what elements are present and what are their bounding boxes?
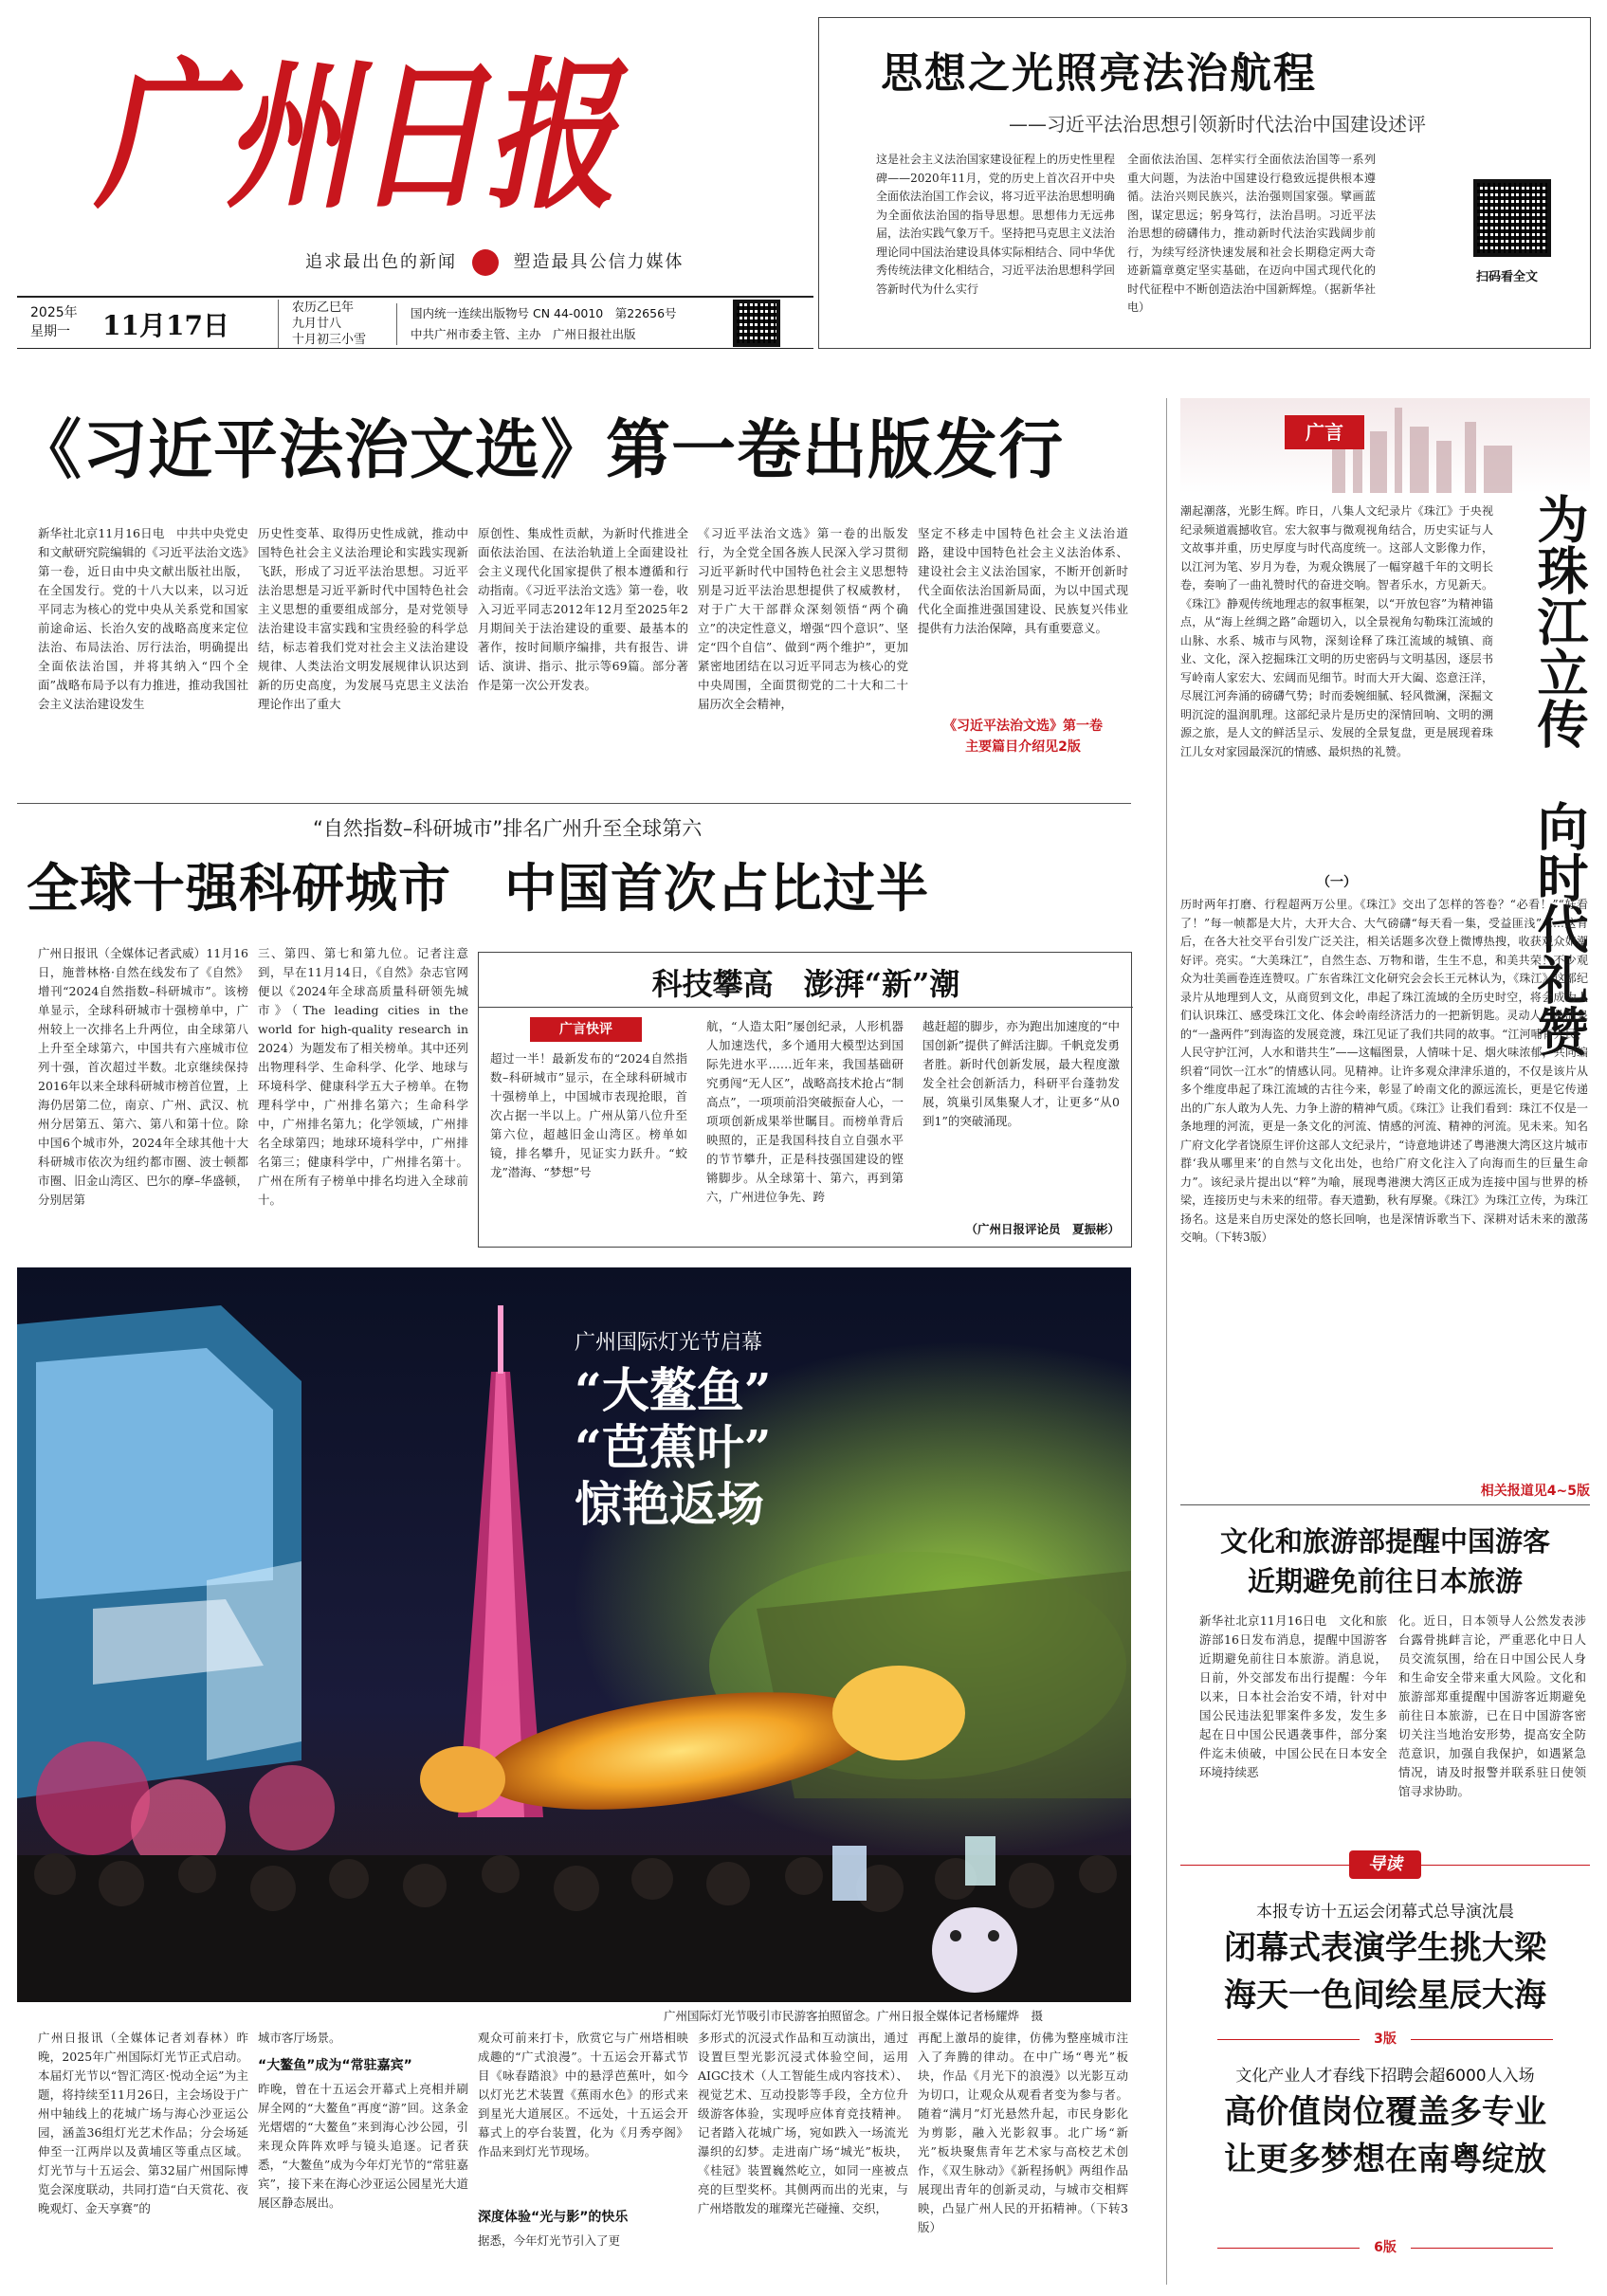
lead-col2: 历史性变革、取得历史性成就，推动中国特色社会主义法治理论和实践实现新飞跃，形成了习近平法治思想。习近平法治思想是习近平新时代中国特色社会主义思想的重要组成部分，是对党领导法治建设丰富实践和宝贵经验的科学总结，标志着我们党对社会主义法治建设规律、人类法治文明发展规律认识达到新的历史高度，为发展马克思主义法治理论作出了重大 [258, 526, 468, 711]
photo-headline-line2: “芭蕉叶” [575, 1419, 772, 1475]
travel-col2: 化。近日，日本领导人公然发表涉台露骨挑衅言论，严重恶化中日人员交流氛围，给在日中国公民人身和生命安全带来重大风险。文化和旅游部郑重提醒中国游客近期避免前往日本旅游，已在日中国游客密切关注当地治安形势，提高安全防范意识，加强自我保护，如遇紧急情况，请及时报警并联系驻日使领馆寻求协助。 [1398, 1613, 1586, 1798]
lights-col3b: 据悉，今年灯光节引入了更 [478, 2233, 621, 2248]
science-col2: 三、第四、第七和第九位。记者注意到，早在11月14日，《自然》杂志官网便以《2024年全球高质量科研领先城市》（The leading cities in the world for high-quality research in 2024）为题发布了相关榜单。其中还列出物理科学、生命科学、化学、地球与环境科学、健康科学五大子榜单。在物理科学中，广州排名第六；生命科学中，广州排名第九；化学领域，广州排名全球第四；地球环境科学中，广州排名第三；健康科学中，广州排名第十。广州在所有子榜单中排名均进入全球前十。 [258, 946, 468, 1207]
lunar-year: 农历乙巳年 [292, 301, 355, 315]
lead-col1: 新华社北京11月16日电 中共中央党史和文献研究院编辑的《习近平法治文选》第一卷，近日由中央文献出版社出版，在全国发行。党的十八大以来，以习近平同志为核心的党中央从关系党和国家前途命运、长治久安的战略高度来定位法治、布局法治、厉行法治，明确提出全面依法治国，并将其纳入“四个全面”战略布局予以有力推进，推动我国社会主义法治建设发生 [38, 526, 248, 711]
masthead-qr-code[interactable] [733, 300, 780, 347]
top-feature-qr-code[interactable] [1473, 179, 1551, 257]
daodu-item2-line1: 高价值岗位覆盖多专业 [1224, 2093, 1546, 2131]
photo-caption: 广州国际灯光节吸引市民游客拍照留念。广州日报全媒体记者杨耀烨 摄 [664, 2009, 1044, 2023]
guangyan-banner [1180, 398, 1590, 493]
commentary-title-bar [479, 953, 1133, 1008]
guangyan-para1: 潮起潮落，光影生辉。昨日，八集人文纪录片《珠江》于央视纪录频道震撼收官。宏大叙事与微观视角结合，历史实证与人文故事并重，历史厚度与时代高度统一。这部人文影像力作，以江河为笔、岁月为卷，为观众镌展了一幅穿越千年的文明长卷，奏响了一曲礼赞时代的奋进交响。智者乐水，方见新天。《珠江》静观传统地理志的叙事框架，以“开放包容”为精神锚点，从“海上丝绸之路”命题切入，以全景视角勾勒珠江流域的山脉、水系、城市与风物，深刻诠释了珠江流域的城镇、商业、文化，深入挖掘珠江文明的历史密码与文明基因，逐层书写岭南人家宏大、宏阔而见细节。时而大开大阖、恣意汪洋，尽展江河奔涌的磅礴气势；时而委婉细腻、轻风微澜，深掘文明沉淀的温润肌理。这部纪录片是历史的深情回响、文明的溯源之旅，是人文的鲜活呈示、发展的全景复盘，更是展现着珠江儿女对家园最深沉的情感、最炽热的礼赞。 [1180, 504, 1493, 758]
lead-col4: 《习近平法治文选》第一卷的出版发行，为全党全国各族人民深入学习贯彻习近平新时代中国特色社会主义思想特别是习近平法治思想提供了权威教材，对于广大干部群众深刻领悟“两个确立”的决定性意义，增强“四个意识”、坚定“四个自信”、做到“两个维护”，更加紧密地团结在以习近平同志为核心的党中央周围，全面贯彻党的二十大和二十届历次全会精神， [698, 526, 908, 711]
commentary-title[interactable]: 科技攀高 澎湃“新”潮 [651, 966, 960, 1002]
daodu-item2-page-wrap [1180, 2237, 1590, 2256]
daodu-item1-rule-left [1217, 2039, 1360, 2040]
masthead-logo [90, 17, 629, 235]
publication-cn-number: 国内统一连续出版物号 CN 44-0010 第22656号 [411, 306, 677, 320]
daodu-item1-page-wrap [1180, 2029, 1590, 2048]
lights-col1: 广州日报讯（全媒体记者刘春林）昨晚，2025年广州国际灯光节正式启动。本届灯光节以“智汇湾区·悦动全运”为主题，将持续至11月26日，主会场设于广州中轴线上的花城广场与海心沙亚运公园，涵盖36组灯光艺术作品；分会场延伸至一江两岸以及黄埔区等重点区域。灯光节与十五运会、第32届广州国际博览会深度联动，共同打造“白天赏花、夜晚观灯、金天享赛”的 [38, 2031, 248, 2215]
daodu-item1-line2: 海天一色间绘星辰大海 [1224, 1977, 1546, 2014]
top-feature-title[interactable]: 思想之光照亮法治航程 [881, 49, 1317, 98]
photo-headline[interactable] [575, 1362, 772, 1533]
top-feature-subtitle: ——习近平法治思想引领新时代法治中国建设述评 [1009, 113, 1426, 136]
daodu-item2-rule-right [1411, 2248, 1553, 2249]
slogan-emblem-icon [472, 249, 499, 276]
right-column-divider [1166, 398, 1167, 2285]
guangyan-cross-reference[interactable]: 相关报道见4~5版 [1480, 1484, 1590, 1499]
photo-headline-line3: 惊艳返场 [575, 1476, 764, 1532]
lights-col2-intro: 城市客厅场景。 [258, 2031, 341, 2045]
daodu-item2-line2: 让更多梦想在南粤绽放 [1224, 2141, 1546, 2178]
photo-kicker: 广州国际灯光节启幕 [575, 1331, 763, 1355]
lights-col4: 多形式的沉浸式作品和互动演出，通过设置巨型光影沉浸式体验空间，运用AIGC技术（人工智能生成内容技术）、视觉艺术、互动投影等手段，全方位升级游客体验，实现呼应体育竞技精神。记者踏入花城广场，宛如跌入一场流光瀑织的幻梦。走进南广场“城光”板块，《桂冠》装置巍然屹立，如同一座被点亮的巨型奖杯。其侧两而出的光束，与广州塔散发的璀璨光芒碰撞、交织， [698, 2031, 908, 2215]
feature-photo[interactable] [17, 1267, 1131, 2002]
science-commentary-box [478, 952, 1132, 1248]
guangyan-headline[interactable]: 为珠江立传 向时代礼赞 [1529, 493, 1590, 1056]
daodu-badge-wrap [1349, 1850, 1421, 1879]
date-bar [17, 296, 813, 349]
publication-publisher: 中共广州市委主管、主办 广州日报社出版 [411, 327, 636, 341]
masthead-logo-text: 广州日报 [93, 42, 629, 231]
lights-col3-wrap [478, 2029, 688, 2283]
date-year-block [30, 303, 78, 341]
photo-headline-line1: “大鳌鱼” [575, 1362, 772, 1418]
guangyan-para2: 历时两年打磨、行程超两万公里。《珠江》交出了怎样的答卷？“必看！”“好看了！”每一帧都是大片，大开大合、大气磅礴“每天看一集，受益匪浅”……这背后，在各大社交平台引发广泛关注，相关话题多次登上微博热搜，收获观众如潮好评。亮实。“大美珠江”，自然生态、万物和谐，生生不息，和美共荣！不少观众为壮美画卷连连赞叹。广东省珠江文化研究会会长王元林认为，《珠江》这部纪录片从地理到人文，从商贸到文化，串起了珠江流域的全历史时空，将会成为人们认识珠江、感受珠江文化、体会岭南经济活力的一把新钥匙。灵动人，从活泉的“一盏两件”到海盗的发展竞渡，珠江见证了我们共同的故事。“江河哺育人民，人民守护江河，人水和谐共生”——这幅图景，人情味十足、烟火味浓郁，共同编织着“同饮一江水”的情感认同。见精神。让许多观众津津乐道的，不仅是该片从多个维度串起了珠江流域的古往今来，彰显了岭南文化的源远流长，更是它传递出的广东人敢为人先、力争上游的精神气质。《珠江》让我们看到：珠江不仅是一条地理的河流，更是一条文化的河流、情感的河流、精神的河流。见未来。知名广府文化学者饶原生评价这部人文纪录片，“诗意地讲述了粤港澳大湾区这片城市群‘我从哪里来’的自然与文化出处，也给广府文化注入了向海而生的巨量生命力”。该纪录片提出以“粹”为喻，展现粤港澳大湾区正成为连接中国与世界的桥梁，连接历史与未来的纽带。春天遗勤，秋有厚聚。《珠江》为珠江立传，为珠江扬名。这是来自历史深处的悠长回响，也是深情诉歌当下、深耕对话未来的激荡交响。（下转3版） [1180, 898, 1588, 1244]
daodu-item1-kicker: 本报专访十五运会闭幕式总导演沈晨 [1256, 1903, 1514, 1922]
daodu-item1-page[interactable]: 3版 [1374, 2032, 1397, 2047]
daodu-item1-rule-right [1411, 2039, 1553, 2040]
skyline-art [1180, 398, 1590, 493]
date-weekday: 星期一 [30, 324, 70, 339]
lights-col3-subhead: 深度体验“光与影”的快乐 [478, 2210, 629, 2225]
daodu-item2-rule-left [1217, 2248, 1360, 2249]
lead-headline[interactable]: 《习近平法治文选》第一卷出版发行 [17, 412, 1065, 488]
commentary-col3: 越赶超的脚步，亦为跑出加速度的“中国创新”提供了鲜活注脚。千帆竞发勇者胜。新时代创新发展，最大程度激发全社会创新活力，科研平台蓬勃发展，筑巢引凤集聚人才，让更多“从0到1”的突破涌现。 [922, 1019, 1120, 1128]
date-year: 2025年 [30, 305, 78, 320]
travel-headline-line2: 近期避免前往日本旅游 [1247, 1565, 1523, 1597]
date-main: 11月17日 [102, 310, 229, 341]
publication-info [396, 303, 677, 345]
daodu-item2-page[interactable]: 6版 [1374, 2240, 1397, 2255]
lights-col3: 观众可前来打卡，欣赏它与广州塔相映成趣的“广式浪漫”。十五运会开幕式节目《咏春踏浪》中的悬浮芭蕉叶，如今以灯光艺术装置《蕉雨水色》的形式来到星光大道展区。不远处，十五运会开幕式上的亭台装置，化为《月秀亭阁》作品来到灯光节现场。 [478, 2031, 688, 2159]
commentary-badge: 广言快评 [530, 1017, 642, 1042]
daodu-item1-headline[interactable] [1180, 1924, 1590, 2019]
commentary-col2: 航，“人造太阳”屡创纪录，人形机器人加速迭代，多个通用大模型达到国际先进水平……近年来，我国基础研究勇闯“无人区”，战略高技术抢占“制高点”，一项项前沿突破振奋人心，一项项创新成果举世瞩目。而榜单背后映照的，正是我国科技自立自强水平的节节攀升，正是科技强国建设的铿锵脚步。从全球第十、第六，再到第六，广州进位争先、跨 [706, 1019, 904, 1204]
daodu-badge: 导读 [1349, 1850, 1421, 1879]
top-feature-col2: 全面依法治国、怎样实行全面依法治国等一系列重大问题，为法治中国建设行稳致远提供根本遵循。法治兴则民族兴，法治强则国家强。擘画蓝图，谋定思远；躬身笃行，法治昌明。习近平法治思想的磅礴伟力，推动新时代法治实践阔步前行，为续写经济快速发展和社会长期稳定两大奇迹新篇章奠定坚实基础，在迈向中国式现代化的时代征程中不断创造法治中国新辉煌。（据新华社电） [1127, 153, 1376, 314]
lead-col5: 坚定不移走中国特色社会主义法治道路，建设中国特色社会主义法治体系、建设社会主义法治国家，不断开创新时代全面依法治国新局面，为以中国式现代化全面推进强国建设、民族复兴伟业提供有力法治保障，具有重要意义。 [918, 526, 1128, 635]
slogan-right: 塑造最具公信力媒体 [513, 252, 685, 272]
lead-cross-reference[interactable]: 《习近平法治文选》第一卷 主要篇目介绍见2版 [943, 719, 1103, 755]
top-feature-col1: 这是社会主义法治国家建设征程上的历史性里程碑——2020年11月，党的历史上首次召开中央全面依法治国工作会议，将习近平法治思想明确为全面依法治国的指导思想。思想伟力无远弗届，法治实践气象万千。坚持把马克思主义法治理论同中国法治建设具体实际相结合、同中华优秀传统法律文化相结合，习近平法治思想科学回答新时代为什么实行 [876, 153, 1116, 296]
science-col1: 广州日报讯（全媒体记者武威）11月16日，施普林格·自然在线发布了《自然》增刊“2024自然指数–科研城市”。该榜单显示，全球科研城市十强榜单中，广州较上一次排名上升两位，由全球第八上升至全球第六，中国共有六座城市位列十强，首次超过半数。北京继续保持2016年以来全球科研城市榜首位置，上海仍居第二位，南京、广州、武汉、杭州分居第五、第六、第八和第十位。除中国6个城市外，2024年全球其他十大科研城市依次为纽约都市圈、波士顿都市圈、旧金山湾区、巴尔的摩–华盛顿，分别居第 [38, 946, 248, 1207]
daodu-item2-kicker: 文化产业人才春线下招聘会超6000人入场 [1235, 2067, 1535, 2086]
lead-divider [17, 803, 1131, 804]
daodu-box [1180, 1849, 1590, 2266]
lunar-block [278, 300, 366, 348]
masthead-logo-art [90, 17, 629, 235]
lunar-date: 九月廿八 [292, 317, 342, 331]
guangyan-badge: 广言 [1285, 415, 1364, 449]
commentary-col1: 超过一半！最新发布的“2024自然指数–科研城市”显示，在全球科研城市十强榜单上，中国城市表现抢眼，首次占据一半以上。广州从第八位升至第六位，超越旧金山湾区。榜单如镜，排名攀升，见证实力跃升。“蛟龙”潜海、“梦想”号 [490, 1051, 687, 1179]
daodu-item1-line1: 闭幕式表演学生挑大梁 [1224, 1929, 1546, 1967]
science-headline[interactable]: 全球十强科研城市 中国首次占比过半 [27, 857, 930, 919]
lights-col2: 昨晚，曾在十五运会开幕式上亮相并刷屏全网的“大鳌鱼”再度“游”回。这条金光熠熠的“大鳌鱼”来到海心沙公园，引来现众阵阵欢呼与镜头追逐。记者获悉，“大鳌鱼”成为今年灯光节的“常驻嘉宾”，接下来在海心沙亚运公园星光大道展区静态展出。 [258, 2082, 468, 2210]
guangyan-section-marker: （一） [1317, 875, 1357, 890]
lead-col3: 原创性、集成性贡献，为新时代推进全面依法治国、在法治轨道上全面建设社会主义现代化国家提供了根本遵循和行动指南。《习近平法治文选》第一卷，收入习近平同志2012年12月至2025年2月期间关于法治建设的重要、最基本的著作，按时间顺序编排，共有报告、讲话、演讲、指示、批示等69篇。部分著作是第一次公开发表。 [478, 526, 688, 692]
guangyan-divider [1180, 1504, 1590, 1505]
lights-col2-wrap [258, 2029, 468, 2283]
lights-col5: 再配上激昂的旋律，仿佛为整座城市注入了奔腾的律动。在中广场“粤光”板块，作品《月光下的浪漫》以光影互动为切口，让观众从观看者变为参与者。随着“满月”灯光悬然升起，市民身影化为剪影，融入光影叙事。北广场“新光”板块聚焦青年艺术家与高校艺术创作，《双生脉动》《新程扬帆》两组作品展现出青年的创新灵动，与城市交相辉映，凸显广州人民的开拓精神。（下转3版） [918, 2031, 1128, 2234]
masthead-slogan [305, 248, 684, 276]
top-feature-qr-label: 扫码看全文 [1476, 270, 1539, 284]
lights-col2-subhead: “大鳌鱼”成为“常驻嘉宾” [258, 2058, 412, 2073]
daodu-item2-headline[interactable] [1180, 2088, 1590, 2183]
science-kicker: “自然指数–科研城市”排名广州升至全球第六 [313, 817, 703, 840]
lead-headline-wrap [17, 398, 1178, 502]
travel-headline-line1: 文化和旅游部提醒中国游客 [1219, 1525, 1550, 1558]
travel-headline[interactable] [1180, 1522, 1590, 1601]
top-feature-box [818, 17, 1591, 349]
lunar-term: 十月初三小雪 [292, 333, 367, 347]
commentary-author: （广州日报评论员 夏振彬） [965, 1222, 1120, 1236]
slogan-left: 追求最出色的新闻 [305, 252, 457, 272]
travel-col1: 新华社北京11月16日电 文化和旅游部16日发布消息，提醒中国游客近期避免前往日本旅游。消息说，日前，外交部发布出行提醒：今年以来，日本社会治安不靖，针对中国公民违法犯罪案件多发，发生多起在日中国公民遇袭事件，部分案件迄未侦破，中国公民在日本安全环境持续恶 [1199, 1613, 1387, 1779]
